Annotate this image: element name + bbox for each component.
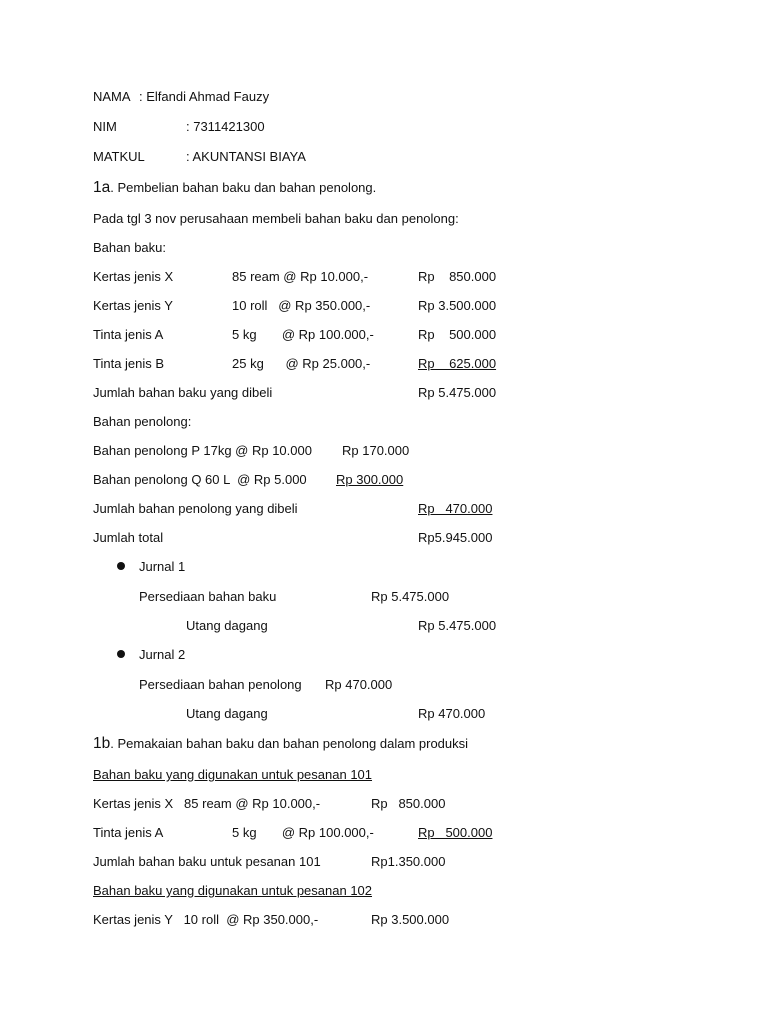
bahan-baku-item: Kertas jenis X (93, 269, 174, 284)
intro-text: Pada tgl 3 nov perusahaan membeli bahan baku dan penolong: (93, 211, 459, 226)
p101-row1-item: Kertas jenis X 85 ream @ Rp 10.000,- (93, 796, 321, 811)
jurnal2-debit-label: Persediaan bahan penolong (139, 677, 302, 692)
section-1a-heading (93, 180, 376, 196)
p101-row2-amount: Rp 500.000 (418, 825, 493, 840)
pesanan102-heading: Bahan baku yang digunakan untuk pesanan 102 (93, 883, 373, 898)
nama-value: : Elfandi Ahmad Fauzy (139, 89, 270, 104)
jumlah-total-label: Jumlah total (93, 530, 164, 545)
jumlah-penolong-label: Jumlah bahan penolong yang dibeli (93, 501, 298, 516)
jurnal1-title: Jurnal 1 (139, 559, 186, 574)
bahan-baku-label: Bahan baku: (93, 240, 167, 255)
nim-value: : 7311421300 (186, 119, 265, 134)
pesanan101-heading: Bahan baku yang digunakan untuk pesanan 101 (93, 767, 373, 782)
p101-row2-item: Tinta jenis A (93, 825, 164, 840)
penolong-q: Bahan penolong Q 60 L @ Rp 5.000 (93, 472, 307, 487)
p102-row1-item: Kertas jenis Y 10 roll @ Rp 350.000,- (93, 912, 319, 927)
penolong-q-amount: Rp 300.000 (336, 472, 404, 487)
bahan-penolong-label: Bahan penolong: (93, 414, 192, 429)
penolong-p: Bahan penolong P 17kg @ Rp 10.000 (93, 443, 312, 458)
jurnal2-title: Jurnal 2 (139, 647, 186, 662)
bullet-icon (117, 562, 125, 570)
jumlah-bahan-baku-label: Jumlah bahan baku yang dibeli (93, 385, 273, 400)
jurnal1-credit-value: Rp 5.475.000 (418, 618, 497, 633)
section-1a-number: 1a (93, 179, 111, 196)
bahan-baku-amount: Rp 850.000 (418, 269, 497, 284)
section-1b-heading (93, 736, 468, 752)
jurnal2-credit-label: Utang dagang (186, 706, 268, 721)
bahan-baku-item: Kertas jenis Y (93, 298, 173, 313)
jumlah-penolong-value: Rp 470.000 (418, 501, 493, 516)
bahan-baku-item: Tinta jenis A (93, 327, 164, 342)
jurnal2-credit-value: Rp 470.000 (418, 706, 486, 721)
bahan-baku-qty: 85 ream @ Rp 10.000,- (232, 269, 369, 284)
bahan-baku-amount: Rp 3.500.000 (418, 298, 497, 313)
section-1a-title: . Pembelian bahan baku dan bahan penolong. (110, 180, 377, 195)
section-1b-title: . Pemakaian bahan baku dan bahan penolong dalam produksi (110, 736, 469, 751)
jumlah-total-value: Rp5.945.000 (418, 530, 493, 545)
bahan-baku-qty: 5 kg @ Rp 100.000,- (232, 327, 374, 342)
bahan-baku-item: Tinta jenis B (93, 356, 165, 371)
nama-label: NAMA (93, 89, 131, 104)
jurnal1-debit-value: Rp 5.475.000 (371, 589, 450, 604)
bahan-baku-qty: 25 kg @ Rp 25.000,- (232, 356, 371, 371)
p101-total-label: Jumlah bahan baku untuk pesanan 101 (93, 854, 321, 869)
p102-row1-amount: Rp 3.500.000 (371, 912, 450, 927)
matkul-label: MATKUL (93, 149, 145, 164)
bullet-icon (117, 650, 125, 658)
bahan-baku-qty: 10 roll @ Rp 350.000,- (232, 298, 371, 313)
bahan-baku-amount: Rp 500.000 (418, 327, 497, 342)
jumlah-bahan-baku-value: Rp 5.475.000 (418, 385, 497, 400)
jurnal1-debit-label: Persediaan bahan baku (139, 589, 277, 604)
p101-row1-amount: Rp 850.000 (371, 796, 446, 811)
jurnal1-credit-label: Utang dagang (186, 618, 268, 633)
penolong-p-amount: Rp 170.000 (342, 443, 410, 458)
nim-label: NIM (93, 119, 117, 134)
jurnal2-debit-value: Rp 470.000 (325, 677, 393, 692)
bahan-baku-amount: Rp 625.000 (418, 356, 497, 371)
p101-row2-qty: 5 kg @ Rp 100.000,- (232, 825, 374, 840)
p101-total-value: Rp1.350.000 (371, 854, 446, 869)
matkul-value: : AKUNTANSI BIAYA (186, 149, 306, 164)
section-1b-number: 1b (93, 735, 111, 752)
